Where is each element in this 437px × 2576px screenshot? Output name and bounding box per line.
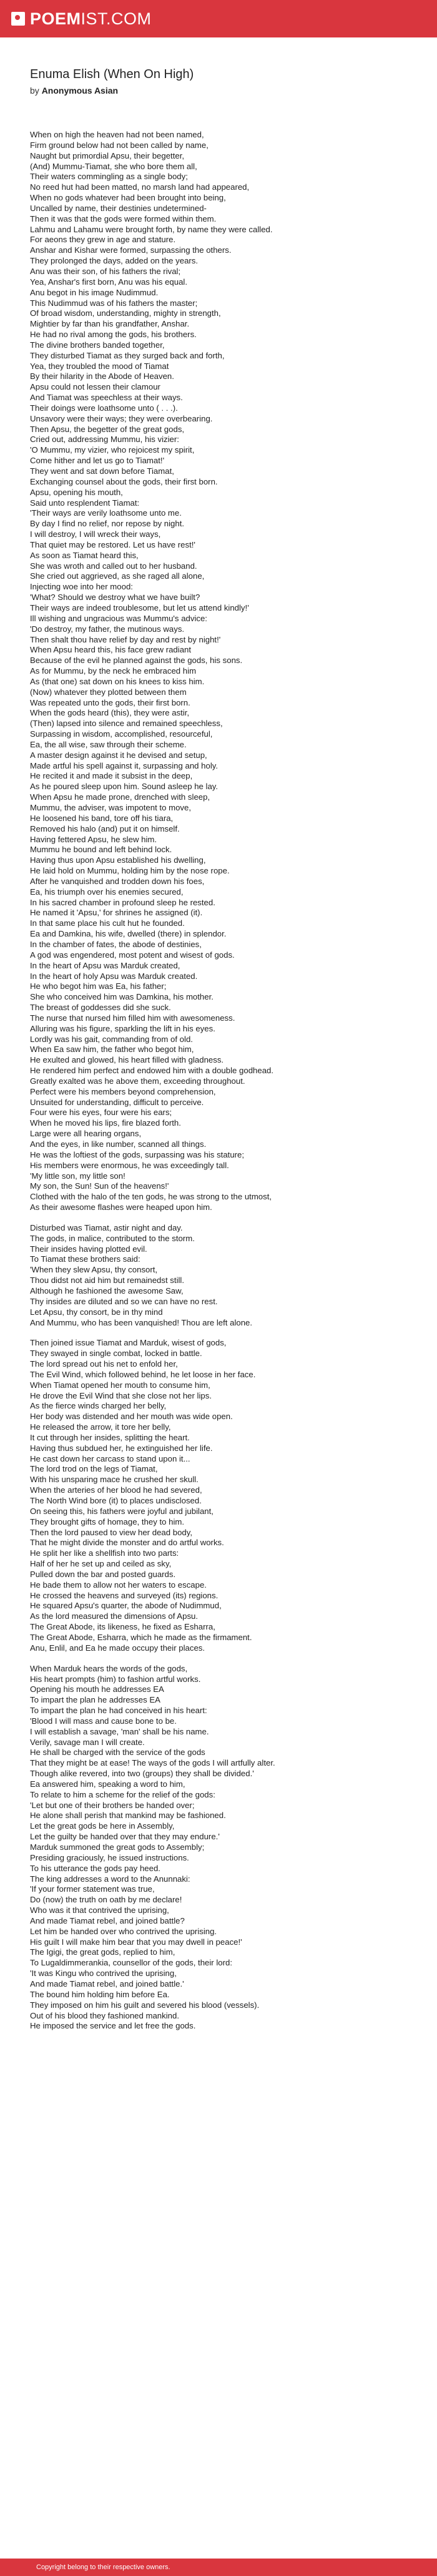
poem-line: He recited it and made it subsist in the deep, — [30, 771, 193, 781]
poem-title: Enuma Elish (When On High) — [30, 67, 194, 81]
poem-line: Greatly exalted was he above them, exceeding throughout. — [30, 1076, 245, 1086]
poem-line: Then the lord paused to view her dead body, — [30, 1527, 193, 1537]
poem-line: Alluring was his figure, sparkling the lift in his eyes. — [30, 1023, 215, 1033]
poem-line: When no gods whatever had been brought into being, — [30, 193, 226, 203]
poem-line: The king addresses a word to the Anunnaki: — [30, 1874, 190, 1884]
poem-line: (And) Mummu-Tiamat, she who bore them all, — [30, 161, 197, 171]
poem-line: This Nudimmud was of his fathers the master; — [30, 298, 198, 308]
poem-line: When the gods heard (this), they were astir, — [30, 708, 190, 718]
poem-line: For aeons they grew in age and stature. — [30, 235, 176, 245]
poem-stanza — [30, 1664, 417, 2032]
poem-line: Their ways are indeed troublesome, but let us attend kindly!' — [30, 602, 249, 612]
poem-line: 'When they slew Apsu, thy consort, — [30, 1265, 158, 1275]
poem-line: He exulted and glowed, his heart filled with gladness. — [30, 1055, 224, 1065]
poem-line: The gods, in malice, contributed to the storm. — [30, 1233, 195, 1243]
poem-line: He split her like a shellfish into two parts: — [30, 1548, 179, 1558]
poem-line: He crossed the heavens and surveyed (its) regions. — [30, 1590, 219, 1600]
poem-line: Who was it that contrived the uprising, — [30, 1905, 169, 1915]
poem-line: They brought gifts of homage, they to him. — [30, 1517, 185, 1526]
poem-line: They swayed in single combat, locked in battle. — [30, 1349, 202, 1359]
poem-line: Let the great gods be here in Assembly, — [30, 1821, 175, 1831]
poem-line: In the chamber of fates, the abode of destinies, — [30, 939, 202, 949]
poem-line: Do (now) the truth on oath by me declare! — [30, 1895, 182, 1905]
poem-line: Injecting woe into her mood: — [30, 582, 133, 592]
poem-line: 'It was Kingu who contrived the uprising, — [30, 1969, 177, 1979]
poem-line: Because of the evil he planned against the gods, his sons. — [30, 656, 243, 666]
poem-line: Mightier by far than his grandfather, Anshar. — [30, 319, 190, 329]
poem-line: No reed hut had been matted, no marsh land had appeared, — [30, 182, 250, 192]
poem-line: She who conceived him was Damkina, his mother. — [30, 992, 214, 1002]
poem-line: Mummu, the adviser, was impotent to move, — [30, 803, 191, 812]
poem-line: He shall be charged with the service of the gods — [30, 1748, 205, 1757]
poem-line: I will destroy, I will wreck their ways, — [30, 529, 161, 539]
poem-header — [30, 67, 194, 96]
poem-line: When Ea saw him, the father who begot him, — [30, 1045, 194, 1054]
poem-line: Uncalled by name, their destinies undetermined- — [30, 203, 207, 213]
poem-line: He bade them to allow not her waters to escape. — [30, 1580, 207, 1590]
poem-line: 'My little son, my little son! — [30, 1171, 125, 1181]
poem-line: 'What? Should we destroy what we have built? — [30, 592, 200, 602]
poem-line: Their waters commingling as a single body; — [30, 172, 188, 182]
poem-line: Pulled down the bar and posted guards. — [30, 1569, 176, 1579]
poem-line: 'O Mummu, my vizier, who rejoicest my spirit, — [30, 445, 195, 455]
poem-line: In the heart of holy Apsu was Marduk created. — [30, 971, 198, 981]
poem-line: The lord spread out his net to enfold her, — [30, 1359, 178, 1369]
poem-line: He imposed the service and let free the gods. — [30, 2021, 196, 2031]
poem-line: Four were his eyes, four were his ears; — [30, 1108, 172, 1118]
poem-line: Ea, the all wise, saw through their scheme. — [30, 739, 187, 749]
poem-line: As for Mummu, by the neck he embraced him — [30, 666, 197, 676]
poem-line: Yea, they troubled the mood of Tiamat — [30, 361, 169, 371]
poem-line: To Tiamat these brothers said: — [30, 1254, 140, 1264]
poem-line: That he might divide the monster and do artful works. — [30, 1538, 224, 1548]
poem-line: Anshar and Kishar were formed, surpassing the others. — [30, 245, 232, 255]
poem-line: Having fettered Apsu, he slew him. — [30, 834, 157, 844]
poem-line: In that same place his cult hut he founded. — [30, 918, 185, 928]
poem-line: After he vanquished and trodden down his foes, — [30, 876, 205, 886]
poem-line: Perfect were his members beyond comprehension, — [30, 1086, 216, 1096]
poem-stanza — [30, 1338, 417, 1653]
poem-line: The North Wind bore (it) to places undisclosed. — [30, 1496, 202, 1505]
poem-line: As the lord measured the dimensions of Apsu. — [30, 1611, 199, 1621]
poem-line: When Apsu heard this, his face grew radiant — [30, 645, 192, 655]
poem-line: His heart prompts (him) to fashion artful works. — [30, 1674, 201, 1684]
poem-line: As soon as Tiamat heard this, — [30, 550, 139, 560]
poem-line: As the fierce winds charged her belly, — [30, 1401, 167, 1411]
poem-line: The Igigi, the great gods, replied to him, — [30, 1947, 175, 1957]
poem-line: Come hither and let us go to Tiamat!' — [30, 456, 165, 466]
poem-line: As their awesome flashes were heaped upon him. — [30, 1202, 212, 1212]
poem-line: Then shalt thou have relief by day and rest by night!' — [30, 634, 221, 644]
footer — [0, 2559, 437, 2576]
footer-copyright: Copyright belong to their respective owners. — [36, 2564, 170, 2571]
poem-line: And made Tiamat rebel, and joined battle.' — [30, 1979, 184, 1989]
poem-line: In his sacred chamber in profound sleep he rested. — [30, 897, 215, 907]
poem-line: Opening his mouth he addresses EA — [30, 1684, 164, 1694]
poem-line: 'Do destroy, my father, the mutinous ways. — [30, 624, 185, 634]
poem-line: The bound him holding him before Ea. — [30, 1989, 170, 1999]
poem-line: And Tiamat was speechless at their ways. — [30, 393, 183, 403]
poem-line: To impart the plan he had conceived in his heart: — [30, 1706, 207, 1716]
poem-line: Out of his blood they fashioned mankind. — [30, 2010, 179, 2020]
poemist-logo-icon[interactable] — [11, 12, 25, 26]
byline — [30, 86, 194, 96]
poem-line: Then Apsu, the begetter of the great gods, — [30, 424, 185, 434]
poem-stanza — [30, 130, 417, 1213]
poem-line: Naught but primordial Apsu, their begetter, — [30, 150, 185, 160]
poem-line: And Mummu, who has been vanquished! Thou are left alone. — [30, 1317, 253, 1327]
poem-line: It cut through her insides, splitting the heart. — [30, 1432, 190, 1442]
poem-line: Verily, savage man I will create. — [30, 1737, 145, 1747]
poem-line: That quiet may be restored. Let us have rest!' — [30, 539, 195, 549]
poem-line: When Apsu he made prone, drenched with sleep, — [30, 792, 210, 802]
poem-line: When Marduk hears the words of the gods, — [30, 1663, 188, 1673]
poem-line: With his unsparing mace he crushed her skull. — [30, 1475, 199, 1485]
poem-line: When on high the heaven had not been named, — [30, 130, 204, 139]
poem-line: The Great Abode, its likeness, he fixed as Esharra, — [30, 1622, 215, 1632]
poem-line: Disturbed was Tiamat, astir night and day. — [30, 1222, 183, 1232]
poem-line: He named it 'Apsu,' for shrines he assigned (it). — [30, 908, 203, 918]
poem-line: The lord trod on the legs of Tiamat, — [30, 1464, 158, 1474]
poem-line: To his utterance the gods pay heed. — [30, 1863, 160, 1873]
poem-line: He released the arrow, it tore her belly, — [30, 1422, 171, 1432]
poem-line: On seeing this, his fathers were joyful and jubilant, — [30, 1506, 214, 1516]
poem-line: Then joined issue Tiamat and Marduk, wisest of gods, — [30, 1338, 227, 1348]
poem-line: They went and sat down before Tiamat, — [30, 466, 174, 476]
poem-line: When the arteries of her blood he had severed, — [30, 1485, 202, 1495]
poem-line: I will establish a savage, 'man' shall be his name. — [30, 1726, 209, 1736]
poem-line: Her body was distended and her mouth was wide open. — [30, 1412, 233, 1422]
poem-line: When he moved his lips, fire blazed forth. — [30, 1118, 181, 1128]
poem-line: They prolonged the days, added on the years. — [30, 256, 199, 266]
poem-line: Thy insides are diluted and so we can have no rest. — [30, 1296, 218, 1306]
poem-line: Anu begot in his image Nudimmud. — [30, 287, 159, 297]
poem-line: He who begot him was Ea, his father; — [30, 981, 167, 991]
poem-line: Having thus subdued her, he extinguished her life. — [30, 1443, 213, 1453]
poem-line: He alone shall perish that mankind may be fashioned. — [30, 1811, 226, 1821]
poem-line: Half of her he set up and ceiled as sky, — [30, 1559, 172, 1569]
top-bar — [0, 0, 437, 37]
poem-line: That they might be at ease! The ways of the gods I will artfully alter. — [30, 1758, 275, 1768]
poem-line: Apsu, opening his mouth, — [30, 487, 123, 497]
poem-line: Thou didst not aid him but remainedst still. — [30, 1276, 185, 1286]
poem-line: Removed his halo (and) put it on himself. — [30, 823, 180, 833]
poem-line: Anu, Enlil, and Ea he made occupy their places. — [30, 1643, 205, 1653]
poem-line: Anu was their son, of his fathers the rival; — [30, 266, 181, 276]
poem-line: Ea answered him, speaking a word to him, — [30, 1779, 185, 1789]
poem-line: Lahmu and Lahamu were brought forth, by name they were called. — [30, 224, 273, 234]
poem-line: She cried out aggrieved, as she raged all alone, — [30, 571, 205, 581]
poem-line: The Great Abode, Esharra, which he made as the firmament. — [30, 1632, 252, 1642]
poem-line: He had no rival among the gods, his brothers. — [30, 330, 197, 340]
poem-line: His members were enormous, he was exceedingly tall. — [30, 1160, 229, 1170]
logo-rest-text: IST.COM — [81, 9, 152, 28]
poem-line: Lordly was his gait, commanding from of old. — [30, 1034, 193, 1044]
poem-line: Firm ground below had not been called by name, — [30, 140, 209, 150]
author-link[interactable]: Anonymous Asian — [41, 86, 119, 96]
poem-line: To Lugaldimmerankia, counsellor of the gods, their lord: — [30, 1958, 233, 1968]
poem-line: Surpassing in wisdom, accomplished, resourceful, — [30, 729, 213, 739]
poem-line: 'Their ways are verily loathsome unto me. — [30, 508, 182, 518]
poem-line: Exchanging counsel about the gods, their first born. — [30, 476, 218, 486]
poem-line: He rendered him perfect and endowed him with a double godhead. — [30, 1066, 274, 1076]
poem-line: Was repeated unto the gods, their first born. — [30, 697, 190, 707]
poem-line: Cried out, addressing Mummu, his vizier: — [30, 435, 179, 445]
poem-line: By day I find no relief, nor repose by night. — [30, 519, 185, 529]
poem-stanza — [30, 1223, 417, 1328]
poem-line: Said unto resplendent Tiamat: — [30, 498, 140, 508]
poem-line: 'If your former statement was true, — [30, 1884, 155, 1894]
poem-line: Their insides having plotted evil. — [30, 1244, 147, 1254]
poem-line: Let Apsu, thy consort, be in thy mind — [30, 1307, 163, 1317]
poem-line: Although he fashioned the awesome Saw, — [30, 1286, 184, 1295]
poem-line: Yea, Anshar's first born, Anu was his equal. — [30, 277, 188, 287]
poem-body — [30, 130, 417, 2042]
poem-line: Presiding graciously, he issued instructions. — [30, 1852, 189, 1862]
poem-line: The Evil Wind, which followed behind, he let loose in her face. — [30, 1369, 256, 1379]
poem-line: The nurse that nursed him filled him with awesomeness. — [30, 1013, 235, 1023]
poem-line: 'Let but one of their brothers be handed over; — [30, 1800, 195, 1810]
poem-line: Clothed with the halo of the ten gods, he was strong to the utmost, — [30, 1192, 272, 1202]
poem-line: The breast of goddesses did she suck. — [30, 1003, 171, 1013]
poem-line: He loosened his band, tore off his tiara, — [30, 813, 174, 823]
poem-line: To impart the plan he addresses EA — [30, 1695, 160, 1705]
poem-line: Though alike revered, into two (groups) they shall be divided.' — [30, 1769, 254, 1779]
poem-line: 'Blood I will mass and cause bone to be. — [30, 1716, 177, 1726]
poem-line: Then it was that the gods were formed within them. — [30, 214, 217, 224]
poem-line: The divine brothers banded together, — [30, 340, 165, 350]
poem-line: To relate to him a scheme for the relief of the gods: — [30, 1789, 215, 1799]
poem-line: As he poured sleep upon him. Sound asleep he lay. — [30, 782, 219, 792]
poem-line: (Then) lapsed into silence and remained speechless, — [30, 719, 223, 729]
poem-line: When Tiamat opened her mouth to consume him, — [30, 1380, 210, 1390]
poem-line: Apsu could not lessen their clamour — [30, 382, 160, 392]
poem-line: As (that one) sat down on his knees to kiss him. — [30, 676, 205, 686]
poem-line: Having thus upon Apsu established his dwelling, — [30, 855, 206, 865]
poem-line: In the heart of Apsu was Marduk created, — [30, 960, 180, 970]
poem-line: Their doings were loathsome unto ( . . .). — [30, 403, 178, 413]
poem-line: Let him be handed over who contrived the uprising. — [30, 1926, 217, 1936]
poem-line: He squared Apsu's quarter, the abode of Nudimmud, — [30, 1601, 222, 1611]
site-logo[interactable] — [30, 9, 152, 29]
poem-line: Ill wishing and ungracious was Mummu's advice: — [30, 613, 207, 623]
poem-line: By their hilarity in the Abode of Heaven. — [30, 371, 174, 381]
poem-line: My son, the Sun! Sun of the heavens!' — [30, 1181, 169, 1191]
poem-line: Unsuited for understanding, difficult to perceive. — [30, 1097, 204, 1107]
poem-line: Ea and Damkina, his wife, dwelled (there) in splendor. — [30, 929, 227, 939]
poem-line: Large were all hearing organs, — [30, 1129, 142, 1139]
poem-line: Unsavory were their ways; they were overbearing. — [30, 413, 213, 423]
poem-line: He drove the Evil Wind that she close not her lips. — [30, 1390, 212, 1400]
poem-line: Mummu he bound and left behind lock. — [30, 845, 172, 855]
logo-bold-text: POEM — [30, 9, 81, 28]
poem-line: He laid hold on Mummu, holding him by the nose rope. — [30, 866, 230, 876]
poem-line: He was the loftiest of the gods, surpassing was his stature; — [30, 1149, 245, 1159]
poem-line: They disturbed Tiamat as they surged back and forth, — [30, 350, 225, 360]
poem-line: A god was engendered, most potent and wisest of gods. — [30, 950, 235, 960]
poem-line: A master design against it he devised and setup, — [30, 750, 207, 760]
poem-line: Let the guilty be handed over that they may endure.' — [30, 1832, 220, 1842]
poem-line: Marduk summoned the great gods to Assembly; — [30, 1842, 205, 1852]
poem-line: He cast down her carcass to stand upon it... — [30, 1453, 190, 1463]
poem-line: And made Tiamat rebel, and joined battle? — [30, 1915, 185, 1925]
poem-line: Ea, his triumph over his enemies secured, — [30, 887, 184, 897]
poem-line: His guilt I will make him bear that you may dwell in peace!' — [30, 1937, 242, 1947]
poem-line: (Now) whatever they plotted between them — [30, 687, 187, 697]
byline-prefix: by — [30, 86, 39, 96]
poem-line: And the eyes, in like number, scanned all things. — [30, 1139, 207, 1149]
poem-line: She was wroth and called out to her husband. — [30, 561, 197, 571]
poem-line: Of broad wisdom, understanding, mighty in strength, — [30, 308, 221, 318]
poem-line: Made artful his spell against it, surpassing and holy. — [30, 760, 219, 770]
poem-line: They imposed on him his guilt and severed his blood (vessels). — [30, 2000, 260, 2010]
